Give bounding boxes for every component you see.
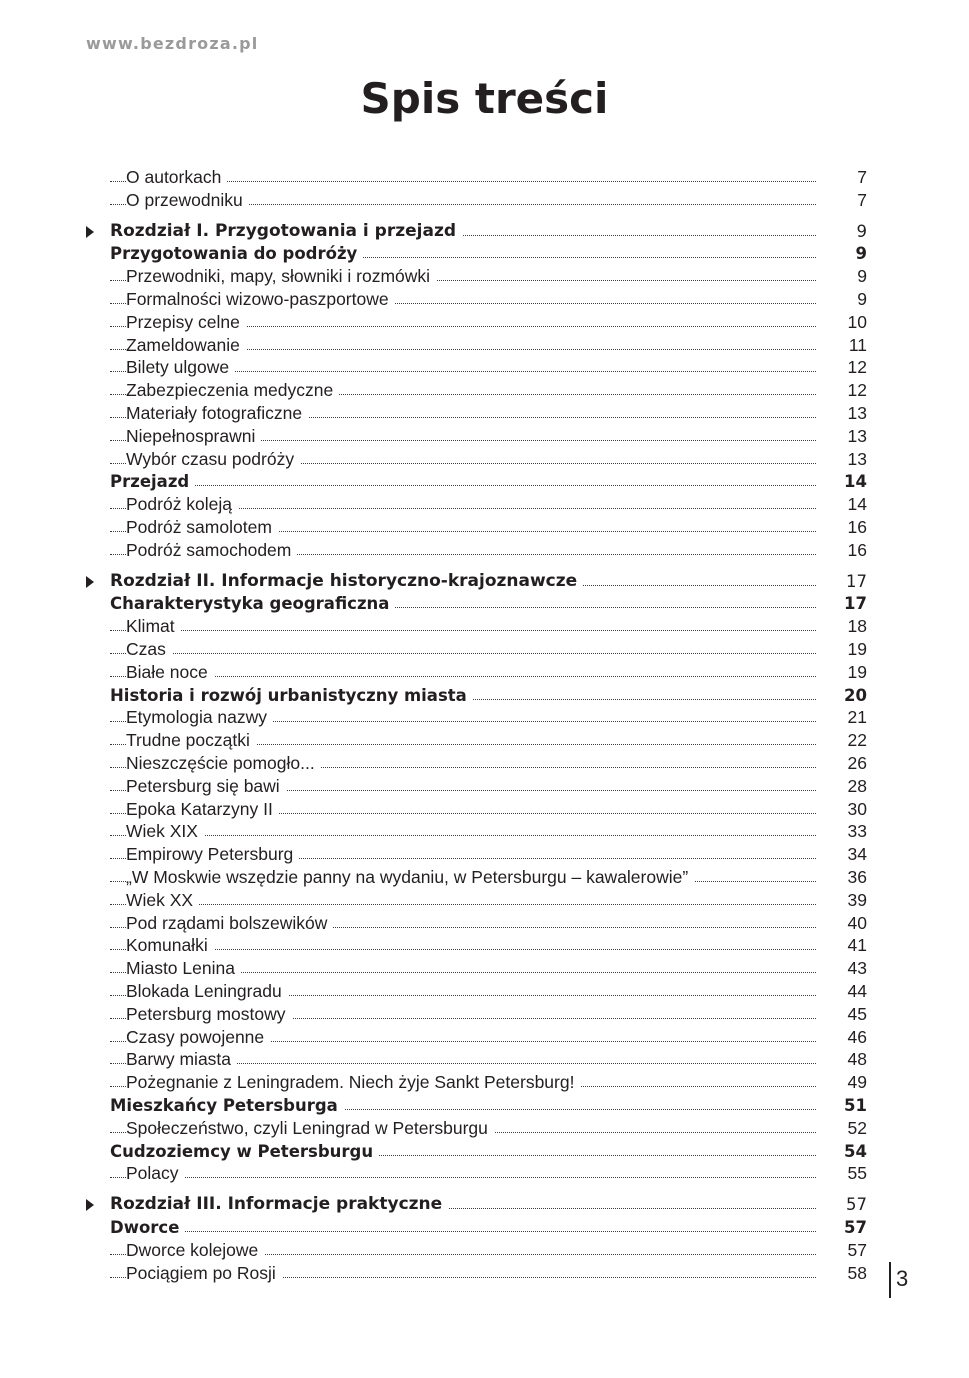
toc-entry — [0, 980, 969, 1003]
toc-entry-title: „W Moskwie wszędzie panny na wydaniu, w Petersburgu – kawalerowie” — [126, 866, 694, 889]
toc-entry — [0, 1003, 969, 1026]
page-number-bar — [889, 1262, 891, 1298]
dot-leader — [110, 1177, 816, 1178]
toc-entry-page: 57 — [844, 1218, 867, 1237]
toc-entry-page: 55 — [847, 1163, 867, 1184]
toc-entry — [0, 661, 969, 684]
toc-entry-page: 7 — [857, 189, 867, 210]
toc-entry-page: 9 — [857, 266, 867, 287]
toc-entry-page: 16 — [847, 517, 867, 537]
dot-leader — [110, 676, 816, 677]
toc-entry-title: O autorkach — [126, 166, 227, 189]
toc-entry — [0, 820, 969, 843]
dot-leader — [110, 949, 816, 950]
toc-entry-title: Białe noce — [126, 661, 214, 684]
toc-entry — [0, 265, 969, 288]
toc-entry-page: 12 — [847, 380, 867, 401]
toc-entry-page: 28 — [847, 775, 867, 796]
toc-entry-title: Bilety ulgowe — [126, 356, 235, 379]
toc-entry-title: Historia i rozwój urbanistyczny miasta — [110, 684, 473, 707]
toc-entry-page: 10 — [847, 311, 867, 332]
toc-entry-page: 18 — [847, 616, 867, 637]
toc-entry-page: 52 — [847, 1117, 867, 1138]
toc-entry-page: 54 — [844, 1141, 867, 1161]
toc-entry-title: Rozdział I. Przygotowania i przejazd — [110, 220, 462, 243]
toc-entry-title: Mieszkańcy Petersburga — [110, 1094, 344, 1117]
toc-chapter — [0, 570, 969, 593]
chapter-marker-icon — [86, 226, 94, 238]
toc-entry-title: Wiek XX — [126, 889, 199, 912]
toc-entry — [0, 493, 969, 516]
toc-entry-title: Charakterystyka geograficzna — [110, 592, 395, 615]
toc-entry-title: Petersburg mostowy — [126, 1003, 292, 1026]
toc-entry-page: 40 — [847, 912, 867, 933]
toc-entry — [0, 356, 969, 379]
toc-entry-title: Czas — [126, 638, 172, 661]
toc-chapter — [0, 220, 969, 243]
toc-entry-title: Dworce kolejowe — [126, 1239, 264, 1262]
toc-entry-title: Petersburg się bawi — [126, 775, 286, 798]
dot-leader — [110, 630, 816, 631]
toc-entry-title: Przepisy celne — [126, 311, 246, 334]
toc-entry — [0, 379, 969, 402]
toc-entry-title: Rozdział II. Informacje historyczno-krajoznawcze — [110, 570, 583, 593]
toc-entry-title: Trudne początki — [126, 729, 256, 752]
toc-entry-page: 22 — [847, 730, 867, 751]
toc-entry-title: Barwy miasta — [126, 1048, 237, 1071]
toc-entry-title: Blokada Leningradu — [126, 980, 288, 1003]
toc-entry-title: Podróż samolotem — [126, 516, 278, 539]
toc-entry-page: 45 — [847, 1003, 867, 1024]
page-number: 3 — [896, 1266, 909, 1291]
toc-entry-page: 48 — [847, 1049, 867, 1070]
toc-entry-title: Epoka Katarzyny II — [126, 798, 279, 821]
toc-entry-page: 13 — [847, 448, 867, 469]
toc-entry — [0, 1071, 969, 1094]
toc-entry-page: 20 — [844, 685, 867, 705]
toc-entry — [0, 402, 969, 425]
toc-section — [0, 1216, 969, 1239]
toc-entry — [0, 166, 969, 189]
toc-entry — [0, 752, 969, 775]
toc-entry-page: 30 — [847, 798, 867, 819]
toc-entry — [0, 615, 969, 638]
toc-entry-title: Pożegnanie z Leningradem. Niech żyje Sankt Petersburg! — [126, 1071, 580, 1094]
toc-section — [0, 1094, 969, 1117]
toc-entry-title: Pociągiem po Rosji — [126, 1262, 282, 1285]
toc-entry-page: 17 — [844, 594, 867, 614]
toc-entry-title: Formalności wizowo-paszportowe — [126, 288, 395, 311]
toc-entry-title: O przewodniku — [126, 189, 249, 212]
toc-entry-page: 9 — [856, 221, 867, 241]
toc-entry — [0, 189, 969, 212]
toc-entry-page: 14 — [844, 472, 867, 492]
toc-entry-title: Dworce — [110, 1216, 185, 1239]
toc-section — [0, 242, 969, 265]
toc-entry-title: Przejazd — [110, 470, 195, 493]
toc-entry — [0, 912, 969, 935]
toc-entry-title: Zabezpieczenia medyczne — [126, 379, 339, 402]
toc-entry-title: Polacy — [126, 1162, 185, 1185]
toc-entry-title: Przewodniki, mapy, słowniki i rozmówki — [126, 265, 436, 288]
toc-section — [0, 470, 969, 493]
toc-entry-page: 49 — [847, 1072, 867, 1093]
toc-entry — [0, 311, 969, 334]
dot-leader — [110, 835, 816, 836]
toc-entry-title: Rozdział III. Informacje praktyczne — [110, 1193, 448, 1216]
page-title: Spis treści — [360, 74, 609, 123]
toc-entry-title: Podróż samochodem — [126, 539, 297, 562]
toc-entry-page: 51 — [844, 1096, 867, 1115]
toc-entry-title: Cudzoziemcy w Petersburgu — [110, 1140, 379, 1163]
toc-entry-page: 44 — [847, 981, 867, 1001]
toc-entry-page: 19 — [847, 661, 867, 682]
toc-entry-page: 33 — [847, 821, 867, 842]
toc-entry — [0, 425, 969, 448]
toc-entry-title: Czasy powojenne — [126, 1026, 270, 1049]
toc-entry-title: Wybór czasu podróży — [126, 448, 300, 471]
toc-entry-page: 14 — [847, 494, 867, 515]
toc-entry — [0, 798, 969, 821]
toc-entry-title: Komunałki — [126, 934, 214, 957]
toc-entry-page: 34 — [847, 844, 867, 865]
toc-entry-page: 16 — [847, 539, 867, 560]
toc-chapter — [0, 1193, 969, 1216]
toc-entry — [0, 539, 969, 562]
toc-entry — [0, 775, 969, 798]
toc-entry — [0, 1162, 969, 1185]
toc-entry-page: 9 — [855, 244, 867, 264]
toc-entry-title: Niepełnosprawni — [126, 425, 261, 448]
toc-entry — [0, 934, 969, 957]
toc-entry-page: 46 — [847, 1026, 867, 1047]
toc-entry — [0, 729, 969, 752]
toc-entry-page: 26 — [847, 753, 867, 773]
toc-entry-title: Etymologia nazwy — [126, 706, 273, 729]
toc-section — [0, 1140, 969, 1163]
toc-entry-page: 12 — [847, 357, 867, 378]
toc-entry-title: Przygotowania do podróży — [110, 242, 363, 265]
toc-entry-title: Empirowy Petersburg — [126, 843, 299, 866]
toc-entry — [0, 706, 969, 729]
toc-entry-page: 57 — [846, 1195, 867, 1215]
toc-entry — [0, 1026, 969, 1049]
toc-entry-page: 19 — [847, 639, 867, 659]
toc-entry — [0, 1048, 969, 1071]
toc-entry-page: 41 — [847, 935, 867, 956]
toc-entry-page: 57 — [847, 1239, 867, 1260]
toc-entry-page: 39 — [847, 889, 867, 910]
toc-entry-page: 21 — [847, 707, 867, 728]
toc-entry-page: 58 — [847, 1262, 867, 1283]
toc-entry — [0, 448, 969, 471]
toc-entry — [0, 843, 969, 866]
toc-entry-title: Wiek XIX — [126, 820, 204, 843]
dot-leader — [110, 653, 816, 654]
site-url: www.bezdroza.pl — [86, 34, 259, 53]
toc-entry-page: 13 — [847, 425, 867, 446]
toc-entry-title: Zameldowanie — [126, 334, 246, 357]
toc-entry — [0, 334, 969, 357]
toc-entry-page: 17 — [846, 571, 867, 591]
toc-entry — [0, 1239, 969, 1262]
toc-entry — [0, 957, 969, 980]
dot-leader — [110, 904, 816, 905]
toc-entry-page: 43 — [847, 958, 867, 979]
toc-entry — [0, 516, 969, 539]
toc-entry-title: Społeczeństwo, czyli Leningrad w Petersburgu — [126, 1117, 494, 1140]
toc-entry — [0, 288, 969, 311]
chapter-marker-icon — [86, 576, 94, 588]
toc-entry-title: Materiały fotograficzne — [126, 402, 308, 425]
toc-entry-page: 7 — [857, 167, 867, 187]
chapter-marker-icon — [86, 1199, 94, 1211]
toc-entry-title: Podróż koleją — [126, 493, 238, 516]
toc-entry-page: 13 — [847, 403, 867, 423]
toc-entry-page: 11 — [848, 334, 867, 355]
toc-entry — [0, 866, 969, 889]
toc-entry — [0, 638, 969, 661]
dot-leader — [110, 485, 816, 486]
toc-entry-title: Klimat — [126, 615, 181, 638]
toc-entry-title: Miasto Lenina — [126, 957, 241, 980]
toc-entry-page: 36 — [847, 867, 867, 887]
toc-section — [0, 592, 969, 615]
toc-entry-title: Pod rządami bolszewików — [126, 912, 333, 935]
toc-entry-title: Nieszczęście pomogło... — [126, 752, 321, 775]
toc-entry — [0, 889, 969, 912]
dot-leader — [110, 1231, 816, 1232]
toc-entry-page: 9 — [857, 289, 867, 309]
toc-entry — [0, 1117, 969, 1140]
toc-section — [0, 684, 969, 707]
toc-entry — [0, 1262, 969, 1285]
